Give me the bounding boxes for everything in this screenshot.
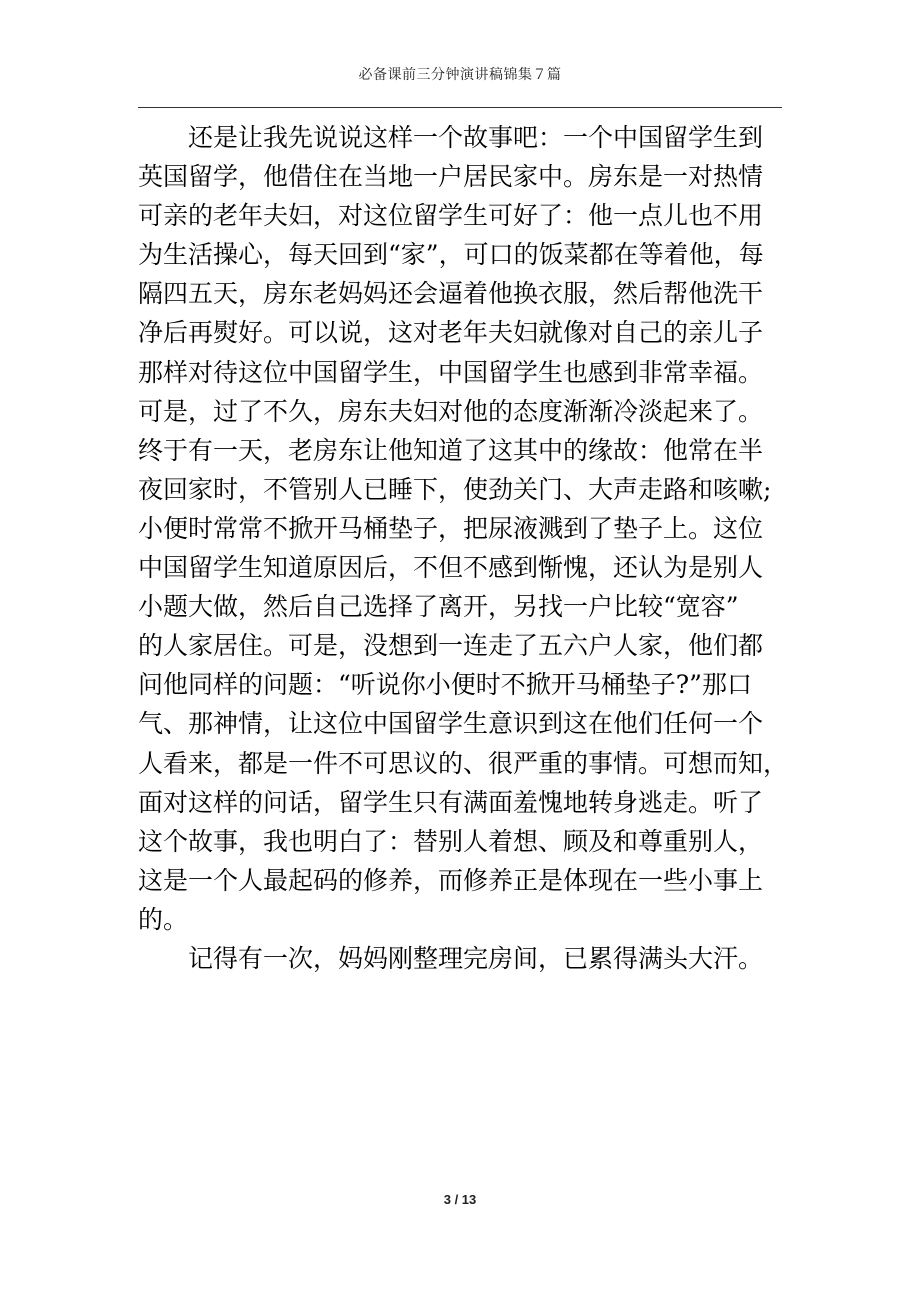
text-line: 人看来，都是一件不可思议的、很严重的事情。可想而知，: [138, 748, 789, 778]
text-line: 这个故事，我也明白了：替别人着想、顾及和尊重别人，: [138, 826, 764, 856]
text-line: 记得有一次，妈妈刚整理完房间，已累得满头大汗。: [138, 943, 764, 973]
text-line: 那样对待这位中国留学生，中国留学生也感到非常幸福。: [138, 357, 764, 387]
text-line: 可是，过了不久，房东夫妇对他的态度渐渐冷淡起来了。: [138, 396, 764, 426]
text-line: 还是让我先说说这样一个故事吧：一个中国留学生到: [138, 123, 764, 152]
text-line: 的。: [138, 904, 189, 934]
text-line: 小便时常常不掀开马桶垫子，把尿液溅到了垫子上。这位: [138, 513, 764, 543]
body-text: [138, 118, 789, 978]
text-line: 夜回家时，不管别人已睡下，使劲关门、大声走路和咳嗽;: [138, 474, 772, 504]
page-header-title: 必备课前三分钟演讲稿锦集７篇: [358, 67, 562, 83]
text-line: 隔四五天，房东老妈妈还会逼着他换衣服，然后帮他洗干: [138, 279, 764, 309]
text-line: 问他同样的问题：“听说你小便时不掀开马桶垫子?”那口: [138, 670, 752, 700]
text-line: 中国留学生知道原因后，不但不感到惭愧，还认为是别人: [138, 553, 764, 583]
text-line: 净后再熨好。可以说，这对老年夫妇就像对自己的亲儿子: [138, 318, 764, 348]
text-line: 气、那神情，让这位中国留学生意识到这在他们任何一个: [138, 709, 764, 739]
text-line: 可亲的老年夫妇，对这位留学生可好了：他一点儿也不用: [138, 201, 764, 231]
text-line: 这是一个人最起码的修养，而修养正是体现在一些小事上: [138, 865, 764, 895]
text-line: 小题大做，然后自己选择了离开，另找一户比较“宽容”: [138, 592, 739, 622]
text-line: 的人家居住。可是，没想到一连走了五六户人家，他们都: [138, 631, 764, 661]
text-line: 英国留学，他借住在当地一户居民家中。房东是一对热情: [138, 162, 764, 192]
text-line: 面对这样的问话，留学生只有满面羞愧地转身逃走。听了: [138, 787, 764, 817]
page-number: 3 / 13: [443, 1192, 477, 1207]
text-line: 终于有一天，老房东让他知道了这其中的缘故：他常在半: [138, 435, 764, 465]
text-line: 为生活操心，每天回到“家”，可口的饭菜都在等着他，每: [138, 240, 764, 270]
header-divider: [138, 107, 782, 108]
